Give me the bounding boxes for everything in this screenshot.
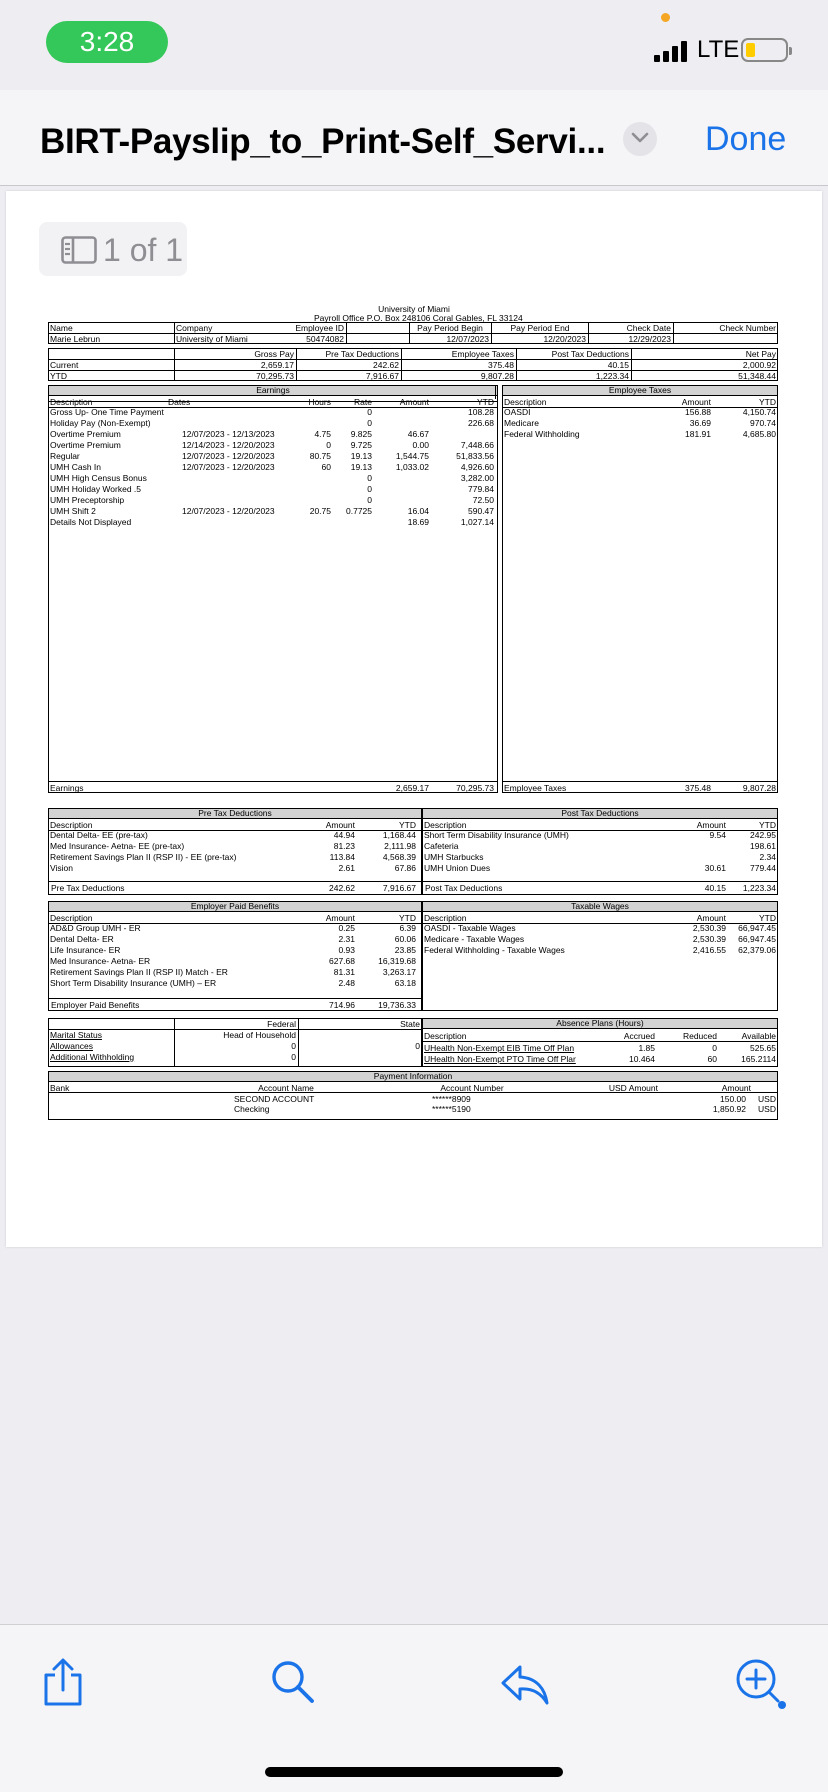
post-tax-ytd: 779.44 [750, 863, 776, 873]
company-name: University of Miami [176, 334, 248, 344]
post-tax-description: UMH Union Dues [424, 863, 491, 873]
col-header: YTD [477, 397, 494, 407]
earnings-ytd: 226.68 [468, 418, 494, 428]
col-header: Amount [721, 1083, 751, 1093]
employer-paid-amount: 627.68 [329, 956, 355, 966]
col-header: Amount [696, 913, 726, 923]
column-line [346, 322, 347, 344]
taxable-wages-description: Federal Withholding - Taxable Wages [424, 945, 565, 955]
employer-paid-description: Med Insurance- Aetna- ER [50, 956, 151, 966]
employer-paid-description: Life Insurance- ER [50, 945, 121, 955]
taxable-wages-description: OASDI - Taxable Wages [424, 923, 516, 933]
state-value: 0 [415, 1041, 420, 1051]
col-header: Reduced [682, 1031, 717, 1041]
earnings-total-label: Earnings [50, 783, 84, 793]
pre-tax-ytd: 4,568.39 [382, 852, 416, 862]
earnings-rate: 9.725 [350, 440, 372, 450]
page-indicator-label: 1 of 1 [103, 232, 184, 268]
tax-amount: 156.88 [685, 407, 711, 417]
federal-value: 0 [291, 1052, 296, 1062]
employer-paid-ytd: 3,263.17 [382, 967, 416, 977]
post-tax-total-ytd: 1,223.34 [742, 883, 776, 893]
info-label: Check Number [719, 323, 776, 333]
pre-tax-amount: 81.23 [333, 841, 355, 851]
sidebar-icon [61, 236, 97, 264]
earnings-ytd: 3,282.00 [460, 473, 494, 483]
status-bar [0, 0, 828, 90]
summary-value: 51,348.44 [738, 371, 776, 381]
pre-tax-total-ytd: 7,916.67 [382, 883, 416, 893]
earnings-ytd: 72.50 [472, 495, 494, 505]
title-menu-chevron-icon[interactable] [623, 122, 657, 156]
employer-paid-description: AD&D Group UMH - ER [50, 923, 141, 933]
post-tax-ytd: 242.95 [750, 830, 776, 840]
col-header: Description [50, 397, 93, 407]
col-header: Amount [696, 820, 726, 830]
page-indicator[interactable] [39, 222, 187, 276]
withholding-label: Marital Status [50, 1030, 102, 1040]
post-tax-description: UMH Starbucks [424, 852, 484, 862]
tax-ytd: 4,150.74 [742, 407, 776, 417]
rule-line [48, 881, 422, 882]
col-header: YTD [759, 397, 776, 407]
pre-tax-description: Vision [50, 863, 73, 873]
post-tax-header: Post Tax Deductions [422, 808, 778, 819]
taxable-wages-amount: 2,530.39 [692, 934, 726, 944]
document-page[interactable] [6, 191, 822, 1247]
rule-line [48, 781, 498, 782]
federal-value: Head of Household [223, 1030, 296, 1040]
earnings-hours: 0 [326, 440, 331, 450]
employer-paid-amount: 2.31 [338, 934, 355, 944]
column-line [298, 1018, 299, 1067]
rule-line [422, 1041, 778, 1042]
tax-description: Medicare [504, 418, 539, 428]
employer-paid-description: Short Term Disability Insurance (UMH) – ER [50, 978, 217, 988]
account-name: SECOND ACCOUNT [234, 1094, 315, 1104]
tax-ytd: 970.74 [750, 418, 776, 428]
earnings-header: Earnings [48, 385, 498, 396]
summary-label: Employee Taxes [451, 349, 514, 359]
absence-available: 525.65 [750, 1043, 776, 1053]
post-tax-ytd: 198.61 [750, 841, 776, 851]
col-header: Rate [354, 397, 372, 407]
summary-label: Post Tax Deductions [551, 349, 629, 359]
employer-paid-amount: 81.31 [333, 967, 355, 977]
earnings-total-ytd: 70,295.73 [456, 783, 494, 793]
employee-name: Marie Lebrun [50, 334, 101, 344]
post-tax-description: Short Term Disability Insurance (UMH) [424, 830, 569, 840]
earnings-ytd: 779.84 [468, 484, 494, 494]
col-header: Description [424, 820, 467, 830]
earnings-hours: 4.75 [314, 429, 331, 439]
earnings-description: UMH Shift 2 [50, 506, 96, 516]
summary-value: 70,295.73 [256, 371, 294, 381]
earnings-amount: 1,544.75 [395, 451, 429, 461]
withholding-label: Additional Withholding [50, 1052, 135, 1062]
employer-paid-total-ytd: 19,736.33 [378, 1000, 416, 1010]
employer-paid-ytd: 23.85 [394, 945, 416, 955]
col-header: Available [741, 1031, 776, 1041]
pay-period-begin: 12/07/2023 [446, 334, 489, 344]
pre-tax-amount: 113.84 [329, 852, 355, 862]
rule-line [48, 370, 778, 371]
post-tax-total-label: Post Tax Deductions [425, 883, 503, 893]
info-label: Pay Period Begin [417, 323, 483, 333]
col-header: Description [50, 913, 93, 923]
absence-plan: UHealth Non-Exempt PTO Time Off Plar [424, 1054, 576, 1064]
column-line [631, 348, 632, 381]
pay-summary-table [48, 348, 778, 381]
search-icon[interactable] [268, 1657, 316, 1705]
info-label: Employee ID [295, 323, 344, 333]
earnings-description: UMH Holiday Worked .5 [50, 484, 142, 494]
pre-tax-total-label: Pre Tax Deductions [51, 883, 125, 893]
earnings-rate: 19.13 [350, 451, 372, 461]
col-header: YTD [399, 913, 416, 923]
earnings-dates: 12/07/2023 - 12/20/2023 [182, 451, 275, 461]
earnings-ytd: 108.28 [468, 407, 494, 417]
payment-amount: 1,850.92 [712, 1104, 746, 1114]
earnings-dates: 12/14/2023 - 12/20/2023 [182, 440, 275, 450]
earnings-rate: 0.7725 [346, 506, 372, 516]
col-header: USD Amount [608, 1083, 658, 1093]
col-header: Account Name [258, 1083, 314, 1093]
summary-value: 7,916.67 [365, 371, 399, 381]
account-number: ******5190 [432, 1104, 471, 1114]
column-line [174, 348, 175, 381]
earnings-hours: 20.75 [309, 506, 331, 516]
summary-label: Gross Pay [254, 349, 294, 359]
post-tax-description: Cafeteria [424, 841, 459, 851]
col-header: Description [504, 397, 547, 407]
earnings-ytd: 590.47 [468, 506, 494, 516]
rule-line [48, 401, 498, 402]
col-header: Federal [267, 1019, 296, 1029]
rule-line [502, 781, 778, 782]
info-label: Pay Period End [510, 323, 570, 333]
tax-amount: 36.69 [689, 418, 711, 428]
tax-ytd: 4,685.80 [742, 429, 776, 439]
info-label: Name [50, 323, 73, 333]
earnings-description: Overtime Premium [50, 440, 121, 450]
earnings-description: Regular [50, 451, 80, 461]
pre-tax-description: Med Insurance- Aetna- EE (pre-tax) [50, 841, 185, 851]
earnings-amount: 16.04 [407, 506, 429, 516]
employee-taxes-table [502, 385, 778, 793]
earnings-rate: 0 [367, 495, 372, 505]
rule-line [48, 998, 422, 999]
post-tax-amount: 9.54 [709, 830, 726, 840]
column-line [673, 322, 674, 344]
earnings-description: Gross Up- One Time Payment [50, 407, 164, 417]
earnings-description: UMH Preceptorship [50, 495, 125, 505]
summary-row-label: Current [50, 360, 79, 370]
earnings-dates: 12/07/2023 - 12/13/2023 [182, 429, 275, 439]
col-header: YTD [759, 820, 776, 830]
summary-label: Pre Tax Deductions [325, 349, 399, 359]
col-header: Description [50, 820, 93, 830]
summary-value: 2,659.17 [260, 360, 294, 370]
earnings-dates: 12/07/2023 - 12/20/2023 [182, 506, 275, 516]
rule-line [48, 359, 778, 360]
taxable-wages-ytd: 62,379.06 [738, 945, 776, 955]
col-header: YTD [759, 913, 776, 923]
employer-paid-description: Retirement Savings Plan II (RSP II) Match - ER [50, 967, 228, 977]
pre-tax-ytd: 1,168.44 [382, 830, 416, 840]
pre-tax-description: Dental Delta- EE (pre-tax) [50, 830, 148, 840]
markup-zoom-icon[interactable] [734, 1657, 788, 1711]
employer-paid-total-amount: 714.96 [329, 1000, 355, 1010]
earnings-amount: 1,033.02 [395, 462, 429, 472]
earnings-hours: 80.75 [309, 451, 331, 461]
col-header: Account Number [440, 1083, 504, 1093]
earnings-rate: 0 [367, 418, 372, 428]
absence-plan: UHealth Non-Exempt EIB Time Off Plan [424, 1043, 575, 1053]
reply-icon[interactable] [500, 1663, 550, 1707]
employer-address: Payroll Office P.O. Box 248106 Coral Gables, FL 33124 [314, 313, 523, 323]
account-name: Checking [234, 1104, 270, 1114]
column-line [296, 348, 297, 381]
status-time[interactable]: 3:28 [46, 21, 168, 63]
summary-row-label: YTD [50, 371, 67, 381]
payment-currency: USD [758, 1094, 776, 1104]
taxable-wages-ytd: 66,947.45 [738, 923, 776, 933]
column-line [495, 385, 496, 399]
col-header: Amount [681, 397, 711, 407]
pay-period-end: 12/20/2023 [543, 334, 586, 344]
earnings-total-amount: 2,659.17 [395, 783, 429, 793]
battery-icon [741, 38, 788, 62]
employer-paid-ytd: 6.39 [399, 923, 416, 933]
earnings-description: UMH Cash In [50, 462, 102, 472]
earnings-description: Overtime Premium [50, 429, 121, 439]
payslip [6, 191, 822, 1247]
taxable-wages-description: Medicare - Taxable Wages [424, 934, 525, 944]
taxable-wages-ytd: 66,947.45 [738, 934, 776, 944]
employer-paid-ytd: 60.06 [394, 934, 416, 944]
check-date: 12/29/2023 [628, 334, 671, 344]
col-header: Description [424, 1031, 467, 1041]
earnings-hours: 60 [321, 462, 331, 472]
employee-id: 50474082 [306, 334, 344, 344]
pre-tax-description: Retirement Savings Plan II (RSP II) - EE (pre-tax) [50, 852, 237, 862]
taxes-total-label: Employee Taxes [504, 783, 567, 793]
col-header: Amount [325, 820, 355, 830]
absence-accrued: 1.85 [638, 1043, 655, 1053]
withholding-label: Allowances [50, 1041, 93, 1051]
employer-paid-ytd: 63.18 [394, 978, 416, 988]
earnings-ytd: 51,833.56 [456, 451, 494, 461]
col-header: Dates [168, 397, 191, 407]
tax-description: Federal Withholding [504, 429, 580, 439]
taxes-total-ytd: 9,807.28 [742, 783, 776, 793]
earnings-rate: 0 [367, 484, 372, 494]
pre-tax-ytd: 67.86 [394, 863, 416, 873]
taxable-wages-amount: 2,530.39 [692, 923, 726, 933]
tax-amount: 181.91 [685, 429, 711, 439]
col-header: Description [424, 913, 467, 923]
pre-tax-ytd: 2,111.98 [384, 841, 416, 851]
employer-paid-description: Dental Delta- ER [50, 934, 114, 944]
summary-value: 9,807.28 [480, 371, 514, 381]
col-header: Amount [399, 397, 429, 407]
earnings-rate: 9.825 [350, 429, 372, 439]
earnings-amount: 46.67 [407, 429, 429, 439]
pre-tax-header: Pre Tax Deductions [48, 808, 422, 819]
document-title: BIRT-Payslip_to_Print-Self_Servi... [40, 122, 606, 161]
pre-tax-amount: 2.61 [338, 863, 355, 873]
pre-tax-total-amount: 242.62 [329, 883, 355, 893]
post-tax-amount: 30.61 [704, 863, 726, 873]
col-header: Accrued [623, 1031, 655, 1041]
network-type: LTE [697, 36, 740, 63]
navigation-bar [0, 90, 828, 186]
earnings-rate: 19.13 [350, 462, 372, 472]
info-label: Company [176, 323, 213, 333]
absence-reduced: 0 [712, 1043, 717, 1053]
col-header: Hours [308, 397, 331, 407]
absence-reduced: 60 [707, 1054, 717, 1064]
rule-line [48, 1092, 778, 1093]
column-line [516, 348, 517, 381]
employer-paid-amount: 0.25 [338, 923, 355, 933]
earnings-description: Holiday Pay (Non-Exempt) [50, 418, 151, 428]
earnings-rate: 0 [367, 473, 372, 483]
done-button[interactable]: Done [705, 120, 787, 158]
summary-value: 40.15 [607, 360, 629, 370]
earnings-amount: 0.00 [412, 440, 429, 450]
payment-currency: USD [758, 1104, 776, 1114]
taxable-wages-amount: 2,416.55 [692, 945, 726, 955]
column-line [174, 1018, 175, 1067]
absence-accrued: 10.464 [629, 1054, 655, 1064]
summary-value: 375.48 [488, 360, 514, 370]
post-tax-ytd: 2.34 [759, 852, 776, 862]
summary-value: 1,223.34 [595, 371, 629, 381]
earnings-rate: 0 [367, 407, 372, 417]
column-line [174, 322, 175, 344]
employer-paid-amount: 2.48 [338, 978, 355, 988]
earnings-description: Details Not Displayed [50, 517, 132, 527]
privacy-indicator-dot [661, 13, 670, 22]
earnings-ytd: 7,448.66 [460, 440, 494, 450]
info-label: Check Date [626, 323, 671, 333]
taxes-total-amount: 375.48 [685, 783, 711, 793]
col-header: YTD [399, 820, 416, 830]
earnings-dates: 12/07/2023 - 12/20/2023 [182, 462, 275, 472]
home-indicator[interactable] [265, 1767, 563, 1777]
earnings-ytd: 4,926.60 [460, 462, 494, 472]
absence-available: 165.2114 [741, 1054, 776, 1064]
employee-taxes-header: Employee Taxes [502, 385, 778, 396]
col-header: Bank [50, 1083, 70, 1093]
rule-line [502, 407, 778, 408]
employer-name: University of Miami [378, 304, 450, 314]
employer-paid-amount: 0.93 [338, 945, 355, 955]
summary-label: Net Pay [745, 349, 776, 359]
pre-tax-amount: 44.94 [333, 830, 355, 840]
tax-description: OASDI [504, 407, 531, 417]
column-line [422, 808, 423, 895]
share-icon[interactable] [40, 1657, 86, 1709]
summary-value: 2,000.92 [742, 360, 776, 370]
employer-paid-total-label: Employer Paid Benefits [51, 1000, 140, 1010]
earnings-ytd: 1,027.14 [460, 517, 494, 527]
summary-value: 242.62 [373, 360, 399, 370]
earnings-description: UMH High Census Bonus [50, 473, 147, 483]
federal-value: 0 [291, 1041, 296, 1051]
col-header: State [400, 1019, 420, 1029]
absence-header: Absence Plans (Hours) [422, 1018, 778, 1029]
payment-header: Payment Information [48, 1071, 778, 1082]
post-tax-total-amount: 40.15 [704, 883, 726, 893]
taxable-wages-header: Taxable Wages [422, 901, 778, 912]
employer-paid-ytd: 16,319.68 [378, 956, 416, 966]
payment-amount: 150.00 [720, 1094, 746, 1104]
account-number: ******8909 [432, 1094, 471, 1104]
col-header: Amount [325, 913, 355, 923]
earnings-amount: 18.69 [407, 517, 429, 527]
rule-line [422, 881, 778, 882]
employer-paid-header: Employer Paid Benefits [48, 901, 422, 912]
column-line [401, 348, 402, 381]
